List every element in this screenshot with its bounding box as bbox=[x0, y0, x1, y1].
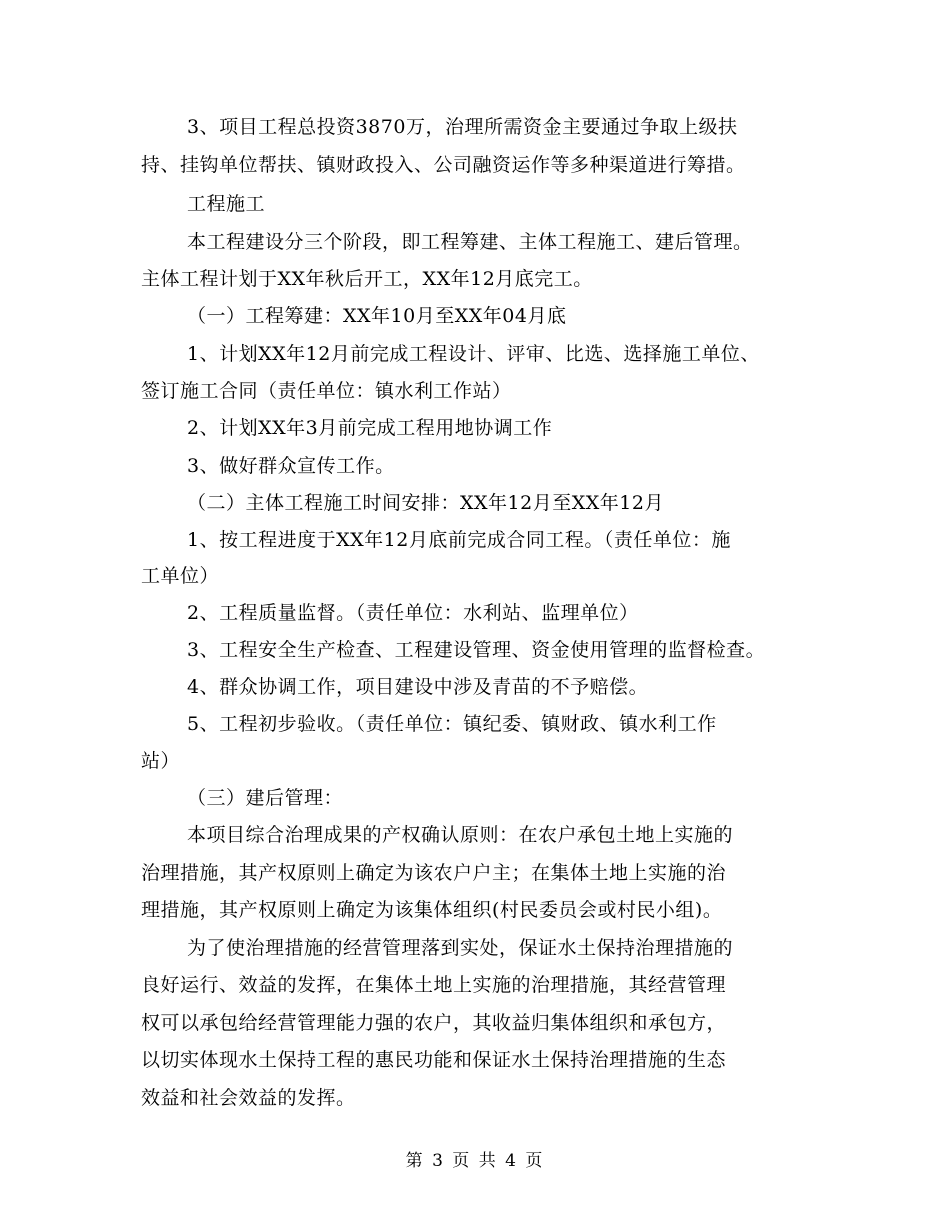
text-line: 良好运行、效益的发挥，在集体土地上实施的治理措施，其经营管理 bbox=[141, 974, 727, 996]
text-line: 站） bbox=[141, 750, 181, 772]
text-line: 工单位） bbox=[141, 565, 220, 587]
text-line: 本工程建设分三个阶段，即工程筹建、主体工程施工、建后管理。 bbox=[187, 231, 753, 253]
section-heading: 工程施工 bbox=[187, 193, 266, 215]
text-line: 为了使治理措施的经营管理落到实处，保证水土保持治理措施的 bbox=[187, 937, 734, 959]
subsection-heading: （三）建后管理： bbox=[187, 787, 344, 809]
text-line: 理措施，其产权原则上确定为该集体组织(村民委员会或村民小组)。 bbox=[141, 899, 723, 921]
text-line: 本项目综合治理成果的产权确认原则：在农户承包土地上实施的 bbox=[187, 824, 734, 846]
text-line: 2、工程质量监督。（责任单位：水利站、监理单位） bbox=[187, 602, 639, 624]
text-line: 3、做好群众宣传工作。 bbox=[187, 455, 395, 477]
text-line: 4、群众协调工作，项目建设中涉及青苗的不予赔偿。 bbox=[187, 676, 649, 698]
text-line: 3、工程安全生产检查、工程建设管理、资金使用管理的监督检查。 bbox=[187, 639, 766, 661]
text-line: 持、挂钩单位帮扶、镇财政投入、公司融资运作等多种渠道进行筹措。 bbox=[141, 154, 746, 176]
text-line: 以切实体现水土保持工程的惠民功能和保证水土保持治理措施的生态 bbox=[141, 1049, 727, 1071]
subsection-heading: （一）工程筹建：XX年10月至XX年04月底 bbox=[187, 305, 567, 327]
text-line: 签订施工合同（责任单位：镇水利工作站） bbox=[141, 380, 512, 402]
text-line: 1、按工程进度于XX年12月底前完成合同工程。（责任单位：施 bbox=[187, 529, 731, 551]
page-number-footer: 第 3 页 共 4 页 bbox=[405, 1151, 545, 1171]
text-line: 权可以承包给经营管理能力强的农户，其收益归集体组织和承包方， bbox=[141, 1012, 727, 1034]
text-line: 治理措施，其产权原则上确定为该农户户主；在集体土地上实施的治 bbox=[141, 862, 727, 884]
text-line: 2、计划XX年3月前完成工程用地协调工作 bbox=[187, 417, 553, 439]
text-line: 3、项目工程总投资3870万，治理所需资金主要通过争取上级扶 bbox=[187, 116, 738, 138]
text-line: 5、工程初步验收。（责任单位：镇纪委、镇财政、镇水利工作 bbox=[187, 713, 717, 735]
subsection-heading: （二）主体工程施工时间安排：XX年12月至XX年12月 bbox=[187, 492, 664, 514]
text-line: 效益和社会效益的发挥。 bbox=[141, 1087, 356, 1109]
text-line: 主体工程计划于XX年秋后开工，XX年12月底完工。 bbox=[141, 268, 593, 290]
text-line: 1、计划XX年12月前完成工程设计、评审、比选、选择施工单位、 bbox=[187, 343, 760, 365]
